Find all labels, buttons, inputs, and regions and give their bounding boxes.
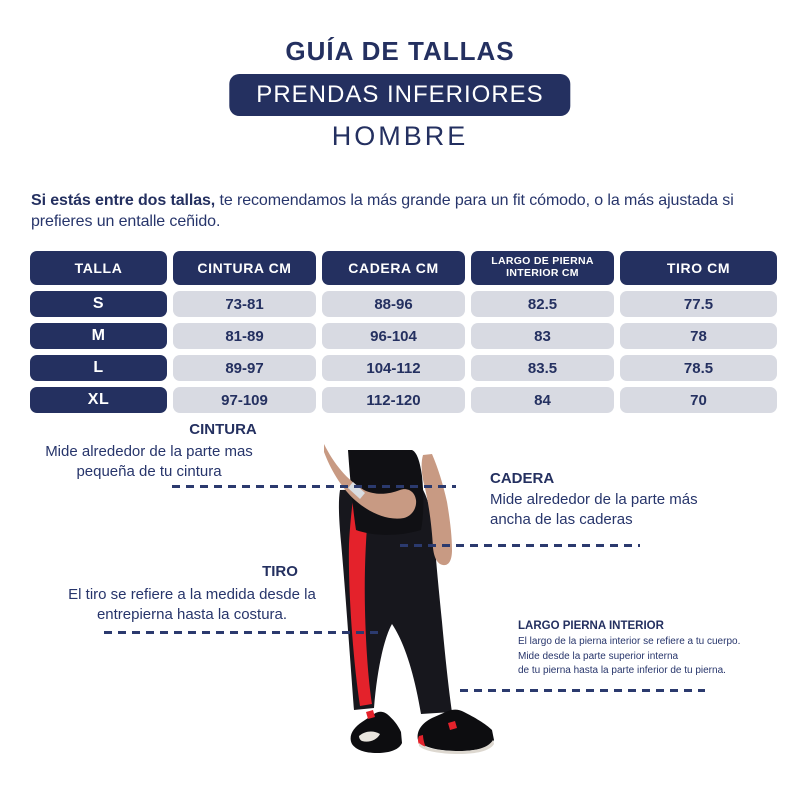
value-tiro-m: 78: [620, 323, 777, 349]
col-header-largo: LARGO DE PIERNA INTERIOR CM: [471, 251, 614, 285]
value-largo-l: 83.5: [471, 355, 614, 381]
size-label-xl: XL: [30, 387, 167, 413]
tiro-label: TIRO: [262, 563, 298, 580]
size-label-m: M: [30, 323, 167, 349]
cadera-description: Mide alrededor de la parte más ancha de las caderas: [490, 491, 698, 528]
cintura-measure-line: [172, 485, 456, 488]
size-table: [30, 251, 777, 413]
largo-measure-line: [460, 689, 705, 692]
cadera-measure-line: [400, 544, 640, 547]
value-tiro-xl: 70: [620, 387, 777, 413]
value-cadera-l: 104-112: [322, 355, 465, 381]
value-largo-s: 82.5: [471, 291, 614, 317]
tiro-measure-line: [104, 631, 382, 634]
value-tiro-s: 77.5: [620, 291, 777, 317]
value-cintura-xl: 97-109: [173, 387, 316, 413]
tiro-description: El tiro se refiere a la medida desde la entrepierna hasta la costura.: [68, 586, 316, 623]
model-photo: [320, 440, 560, 790]
size-label-s: S: [30, 291, 167, 317]
col-header-cintura: CINTURA CM: [173, 251, 316, 285]
largo-description-line: de tu pierna hasta la parte inferior de tu pierna.: [518, 665, 726, 676]
cadera-label: CADERA: [490, 470, 555, 487]
largo-description-line: El largo de la pierna interior se refiere a tu cuerpo.: [518, 636, 741, 647]
col-header-tiro: TIRO CM: [620, 251, 777, 285]
page-title: GUÍA DE TALLAS: [285, 36, 515, 66]
value-tiro-l: 78.5: [620, 355, 777, 381]
fit-advice-bold: Si estás entre dos tallas,: [31, 192, 216, 209]
category-badge-label: PRENDAS INFERIORES: [256, 81, 544, 108]
category-badge: [229, 74, 570, 116]
gender-subtitle: HOMBRE: [331, 121, 469, 151]
cintura-label: CINTURA: [189, 421, 257, 438]
value-largo-xl: 84: [471, 387, 614, 413]
right-shoe: [418, 710, 494, 751]
value-cintura-m: 81-89: [173, 323, 316, 349]
largo-description-line: Mide desde la parte superior interna: [518, 650, 679, 662]
col-header-talla: TALLA: [30, 251, 167, 285]
value-cadera-xl: 112-120: [322, 387, 465, 413]
value-largo-m: 83: [471, 323, 614, 349]
fit-advice-text: [31, 190, 775, 233]
value-cadera-s: 88-96: [322, 291, 465, 317]
value-cintura-s: 73-81: [173, 291, 316, 317]
cintura-description: Mide alrededor de la parte mas pequeña de tu cintura: [45, 443, 253, 480]
value-cintura-l: 89-97: [173, 355, 316, 381]
value-cadera-m: 96-104: [322, 323, 465, 349]
col-header-cadera: CADERA CM: [322, 251, 465, 285]
size-label-l: L: [30, 355, 167, 381]
fit-advice-rest: te recomendamos la más grande para un fit cómodo, o la más ajustada si prefieres un entalle ceñido.: [31, 192, 734, 231]
largo-label: LARGO PIERNA INTERIOR: [518, 620, 664, 632]
